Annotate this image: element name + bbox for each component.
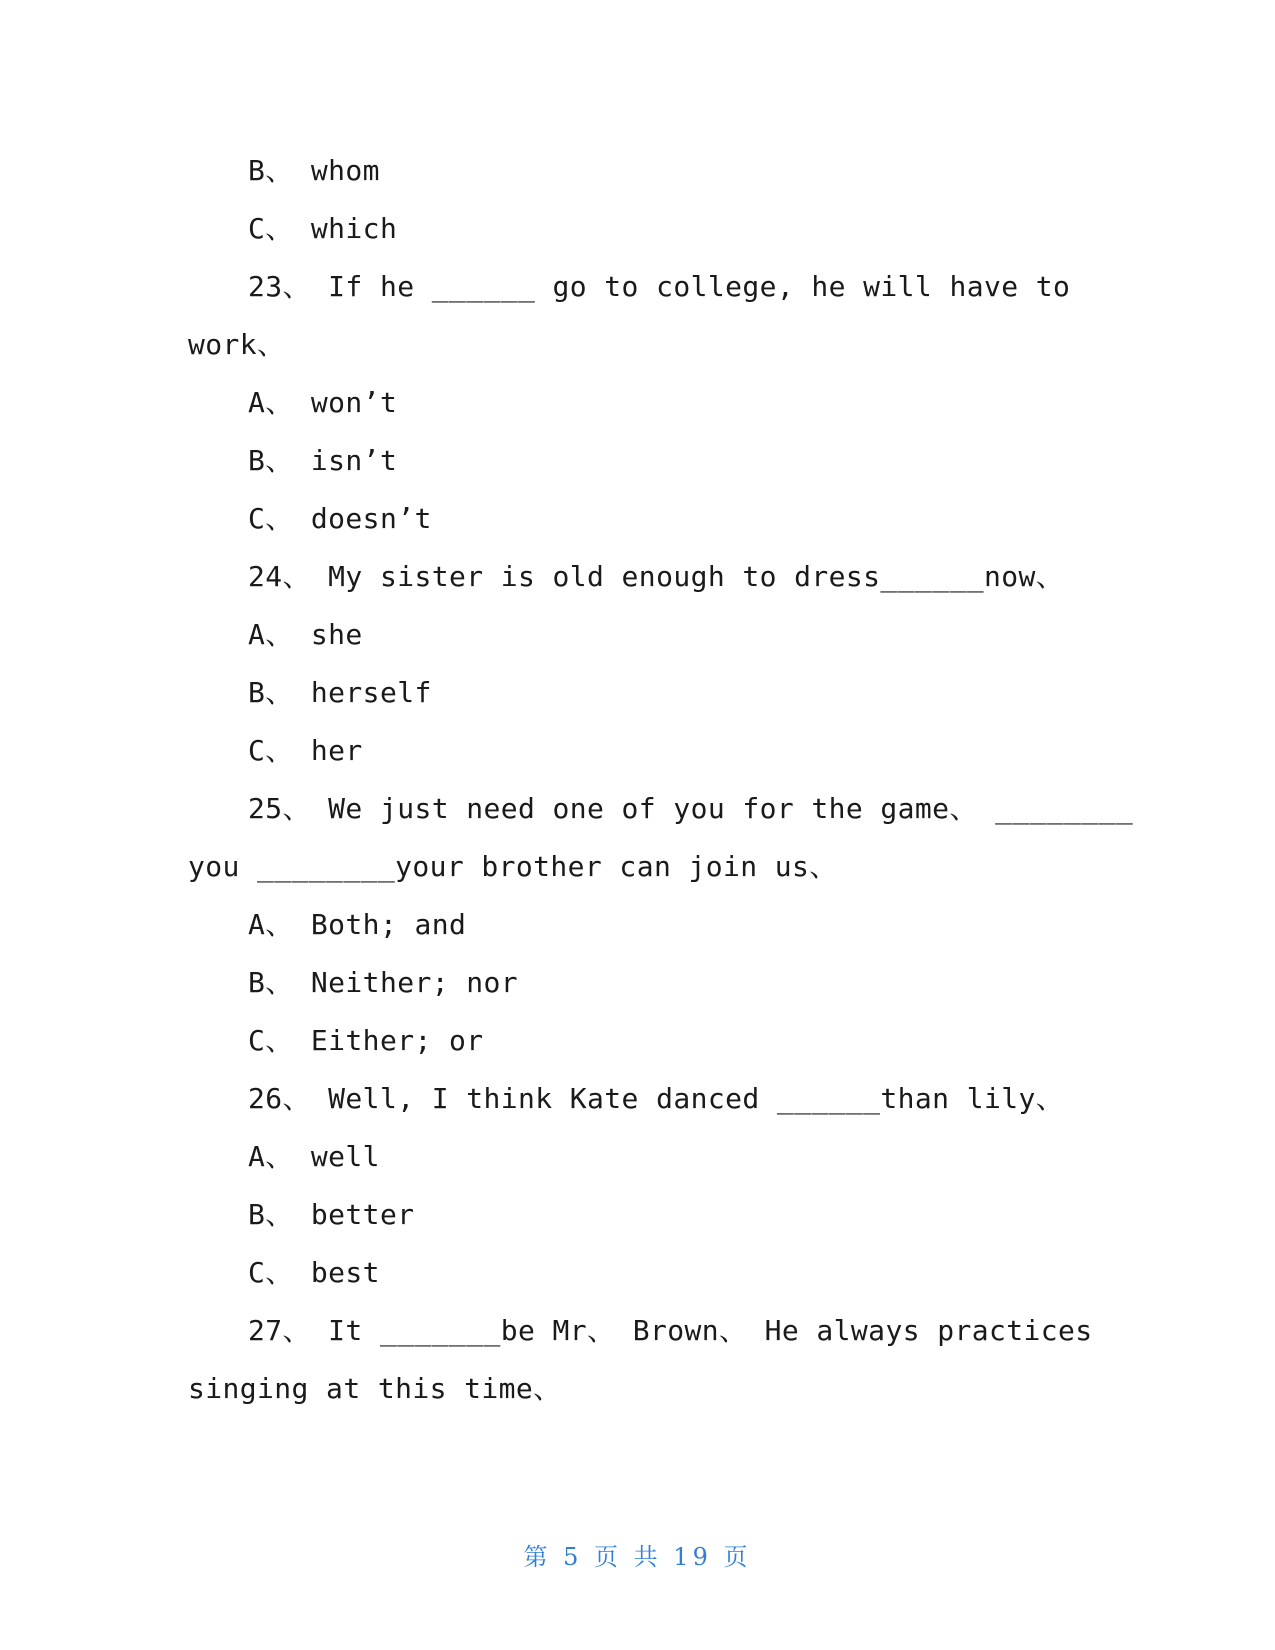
question-25-continued: you ________your brother can join us、	[188, 850, 838, 883]
option-c-q25: C、 Either; or	[248, 1024, 484, 1057]
question-23: 23、 If he ______ go to college, he will have to	[248, 270, 1071, 303]
option-b-q24: B、 herself	[248, 676, 432, 709]
option-c-q23: C、 doesn’t	[248, 502, 432, 535]
question-25: 25、 We just need one of you for the game、 ________	[248, 792, 1134, 825]
question-27-continued: singing at this time、	[188, 1372, 562, 1405]
question-26: 26、 Well, I think Kate danced ______than lily、	[248, 1082, 1065, 1115]
option-b-q25: B、 Neither; nor	[248, 966, 519, 999]
option-a-q26: A、 well	[248, 1140, 380, 1173]
page-number-footer: 第 5 页 共 19 页	[523, 1543, 752, 1571]
option-c-q24: C、 her	[248, 734, 363, 767]
question-27: 27、 It _______be Mr、 Brown、 He always practices	[248, 1314, 1093, 1347]
option-a-q23: A、 won’t	[248, 386, 398, 419]
option-b-q23: B、 isn’t	[248, 444, 398, 477]
question-23-continued: work、	[188, 328, 286, 361]
option-a-q25: A、 Both; and	[248, 908, 467, 941]
option-b-q22: B、 whom	[248, 154, 380, 187]
option-a-q24: A、 she	[248, 618, 363, 651]
question-24: 24、 My sister is old enough to dress______now、	[248, 560, 1065, 593]
option-b-q26: B、 better	[248, 1198, 415, 1231]
option-c-q26: C、 best	[248, 1256, 380, 1289]
option-c-q22: C、 which	[248, 212, 398, 245]
